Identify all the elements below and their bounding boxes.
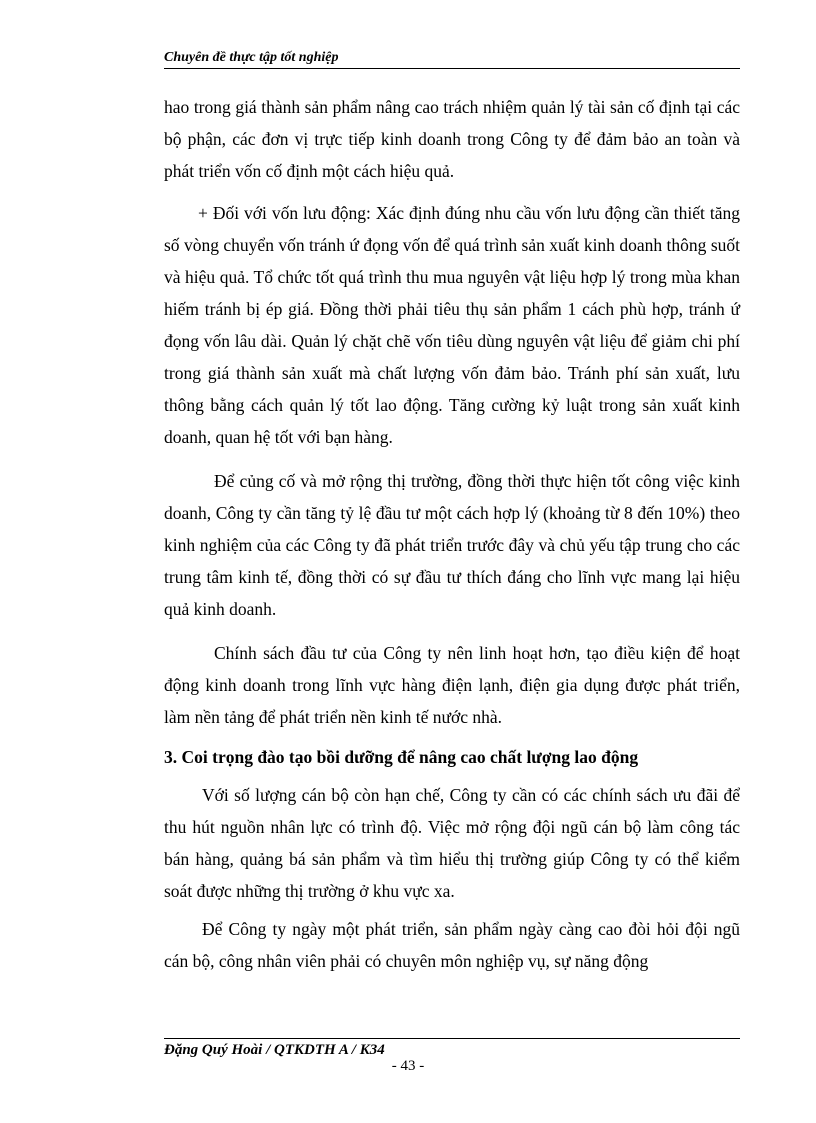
page-content <box>164 91 740 977</box>
header-title: Chuyên đề thực tập tốt nghiệp <box>164 50 339 65</box>
footer-author: Đặng Quý Hoài / QTKDTH A / K34 <box>164 1042 385 1058</box>
paragraph-4: Chính sách đầu tư của Công ty nên linh hoạt hơn, tạo điều kiện để hoạt động kinh doanh trong lĩnh vực hàng điện lạnh, điện gia dụng được phát triển, làm nền tảng để phát triển nền kinh tế nước nhà. <box>164 643 740 727</box>
paragraph-3: Để củng cố và mở rộng thị trường, đồng thời thực hiện tốt công việc kinh doanh, Công ty cần tăng tỷ lệ đầu tư một cách hợp lý (khoảng từ 8 đến 10%) theo kinh nghiệm của các Công ty đã phát triển trước đây và chủ yếu tập trung cho các trung tâm kinh tế, đồng thời có sự đầu tư thích đáng cho lĩnh vực mang lại hiệu quả kinh doanh. <box>164 471 740 619</box>
page-header <box>164 48 740 69</box>
section-paragraph-1: Với số lượng cán bộ còn hạn chế, Công ty cần có các chính sách ưu đãi để thu hút nguồn nhân lực có trình độ. Việc mở rộng đội ngũ cán bộ làm công tác bán hàng, quảng bá sản phẩm và tìm hiểu thị trường giúp Công ty có thể kiểm soát được những thị trường ở khu vực xa. <box>164 785 740 901</box>
footer-divider <box>164 1038 740 1039</box>
page-number: - 43 - <box>391 1058 425 1074</box>
paragraph-2: + Đối với vốn lưu động: Xác định đúng nhu cầu vốn lưu động cần thiết tăng số vòng chuyển vốn tránh ứ đọng vốn để quá trình sản xuất kinh doanh thông suốt và hiệu quả. Tổ chức tốt quá trình thu mua nguyên vật liệu hợp lý trong mùa khan hiếm tránh bị ép giá. Đồng thời phải tiêu thụ sản phẩm 1 cách phù hợp, tránh ứ đọng vốn lâu dài. Quản lý chặt chẽ vốn tiêu dùng nguyên vật liệu để giảm chi phí trong giá thành sản xuất mà chất lượng vốn đảm bảo. Tránh phí sản xuất, lưu thông bằng cách quản lý tốt lao động. Tăng cường kỷ luật trong sản xuất kinh doanh, quan hệ tốt với bạn hàng. <box>164 203 740 447</box>
section-paragraph-2: Để Công ty ngày một phát triển, sản phẩm ngày càng cao đòi hỏi đội ngũ cán bộ, công nhân viên phải có chuyên môn nghiệp vụ, sự năng động <box>164 919 740 971</box>
paragraph-1: hao trong giá thành sản phẩm nâng cao trách nhiệm quản lý tài sản cố định tại các bộ phận, các đơn vị trực tiếp kinh doanh trong Công ty để đảm bảo an toàn và phát triển vốn cố định một cách hiệu quả. <box>164 97 740 181</box>
section-heading: 3. Coi trọng đào tạo bồi dưỡng để nâng cao chất lượng lao động <box>164 747 639 767</box>
